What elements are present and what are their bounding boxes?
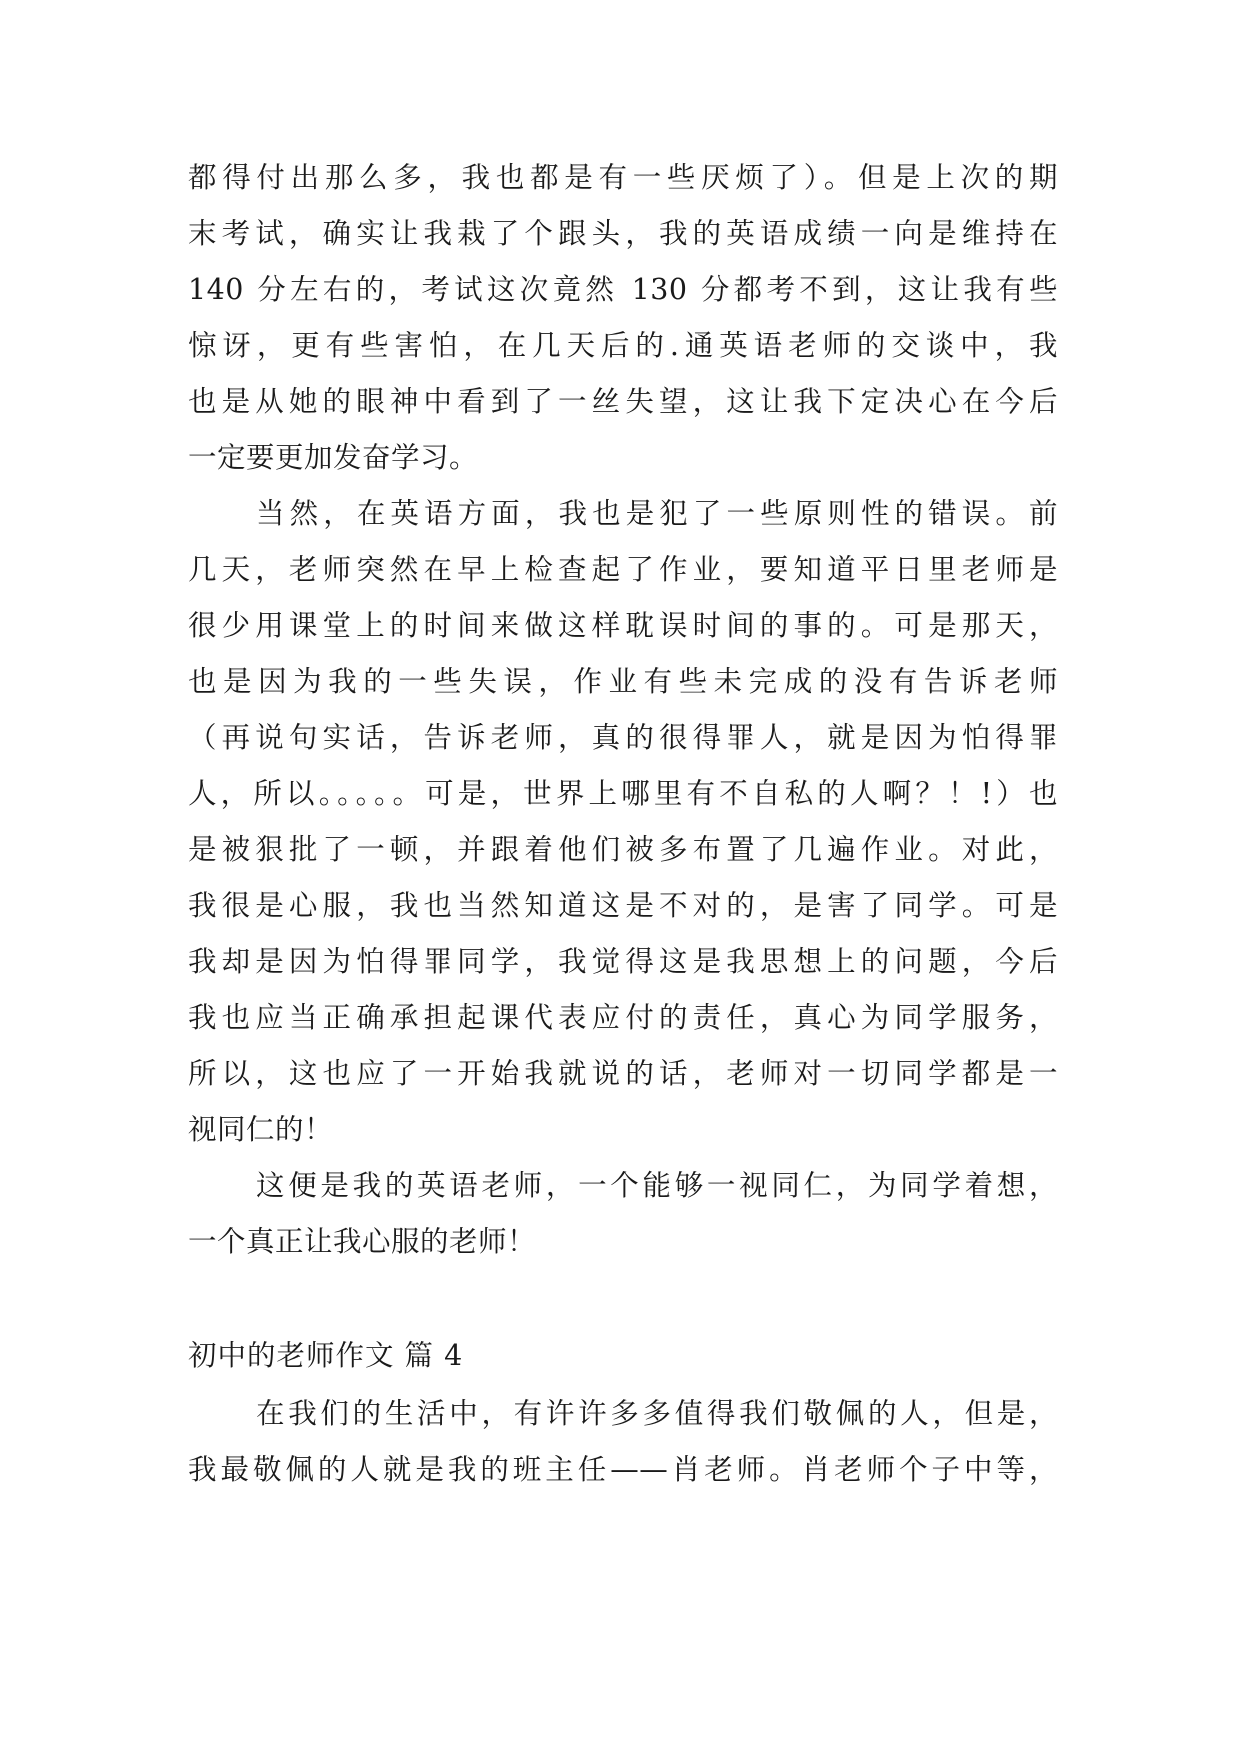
paragraph-2-line-10: 我也应当正确承担起课代表应付的责任，真心为同学服务， — [188, 1001, 1058, 1034]
section-heading: 初中的老师作文 篇 4 — [188, 1339, 464, 1372]
paragraph-2-line-7: 是被狠批了一顿，并跟着他们被多布置了几遍作业。对此， — [188, 833, 1058, 866]
paragraph-2-line-6: 人，所以。。。。。可是，世界上哪里有不自私的人啊？！!）也 — [188, 777, 1058, 810]
paragraph-1-line-1: 都得付出那么多，我也都是有一些厌烦了）。但是上次的期 — [188, 161, 1058, 194]
paragraph-1-line-6: 一定要更加发奋学习。 — [188, 441, 479, 474]
paragraph-2-line-8: 我很是心服，我也当然知道这是不对的，是害了同学。可是 — [188, 889, 1058, 922]
paragraph-2-line-1: 当然，在英语方面，我也是犯了一些原则性的错误。前 — [256, 497, 1058, 530]
paragraph-2-line-9: 我却是因为怕得罪同学，我觉得这是我思想上的问题，今后 — [188, 945, 1058, 978]
paragraph-1-line-2: 末考试，确实让我栽了个跟头，我的英语成绩一向是维持在 — [188, 217, 1058, 250]
paragraph-2-line-11: 所以，这也应了一开始我就说的话，老师对一切同学都是一 — [188, 1057, 1058, 1090]
paragraph-2-line-5: （再说句实话，告诉老师，真的很得罪人，就是因为怕得罪 — [188, 721, 1058, 754]
paragraph-1-line-5: 也是从她的眼神中看到了一丝失望，这让我下定决心在今后 — [188, 385, 1058, 418]
paragraph-2-line-4: 也是因为我的一些失误，作业有些未完成的没有告诉老师 — [188, 665, 1058, 698]
paragraph-3-line-2: 一个真正让我心服的老师！ — [188, 1225, 537, 1258]
paragraph-3-line-1: 这便是我的英语老师，一个能够一视同仁，为同学着想， — [256, 1169, 1058, 1202]
paragraph-2-line-12: 视同仁的！ — [188, 1113, 334, 1146]
paragraph-4-line-2: 我最敬佩的人就是我的班主任——肖老师。肖老师个子中等， — [188, 1453, 1058, 1486]
paragraph-2-line-3: 很少用课堂上的时间来做这样耽误时间的事的。可是那天， — [188, 609, 1058, 642]
paragraph-1-line-4: 惊讶，更有些害怕，在几天后的.通英语老师的交谈中，我 — [188, 329, 1058, 362]
paragraph-2-line-2: 几天，老师突然在早上检查起了作业，要知道平日里老师是 — [188, 553, 1058, 586]
paragraph-4-line-1: 在我们的生活中，有许许多多值得我们敬佩的人，但是， — [256, 1397, 1058, 1430]
paragraph-1-line-3: 140 分左右的，考试这次竟然 130 分都考不到，这让我有些 — [188, 273, 1058, 306]
